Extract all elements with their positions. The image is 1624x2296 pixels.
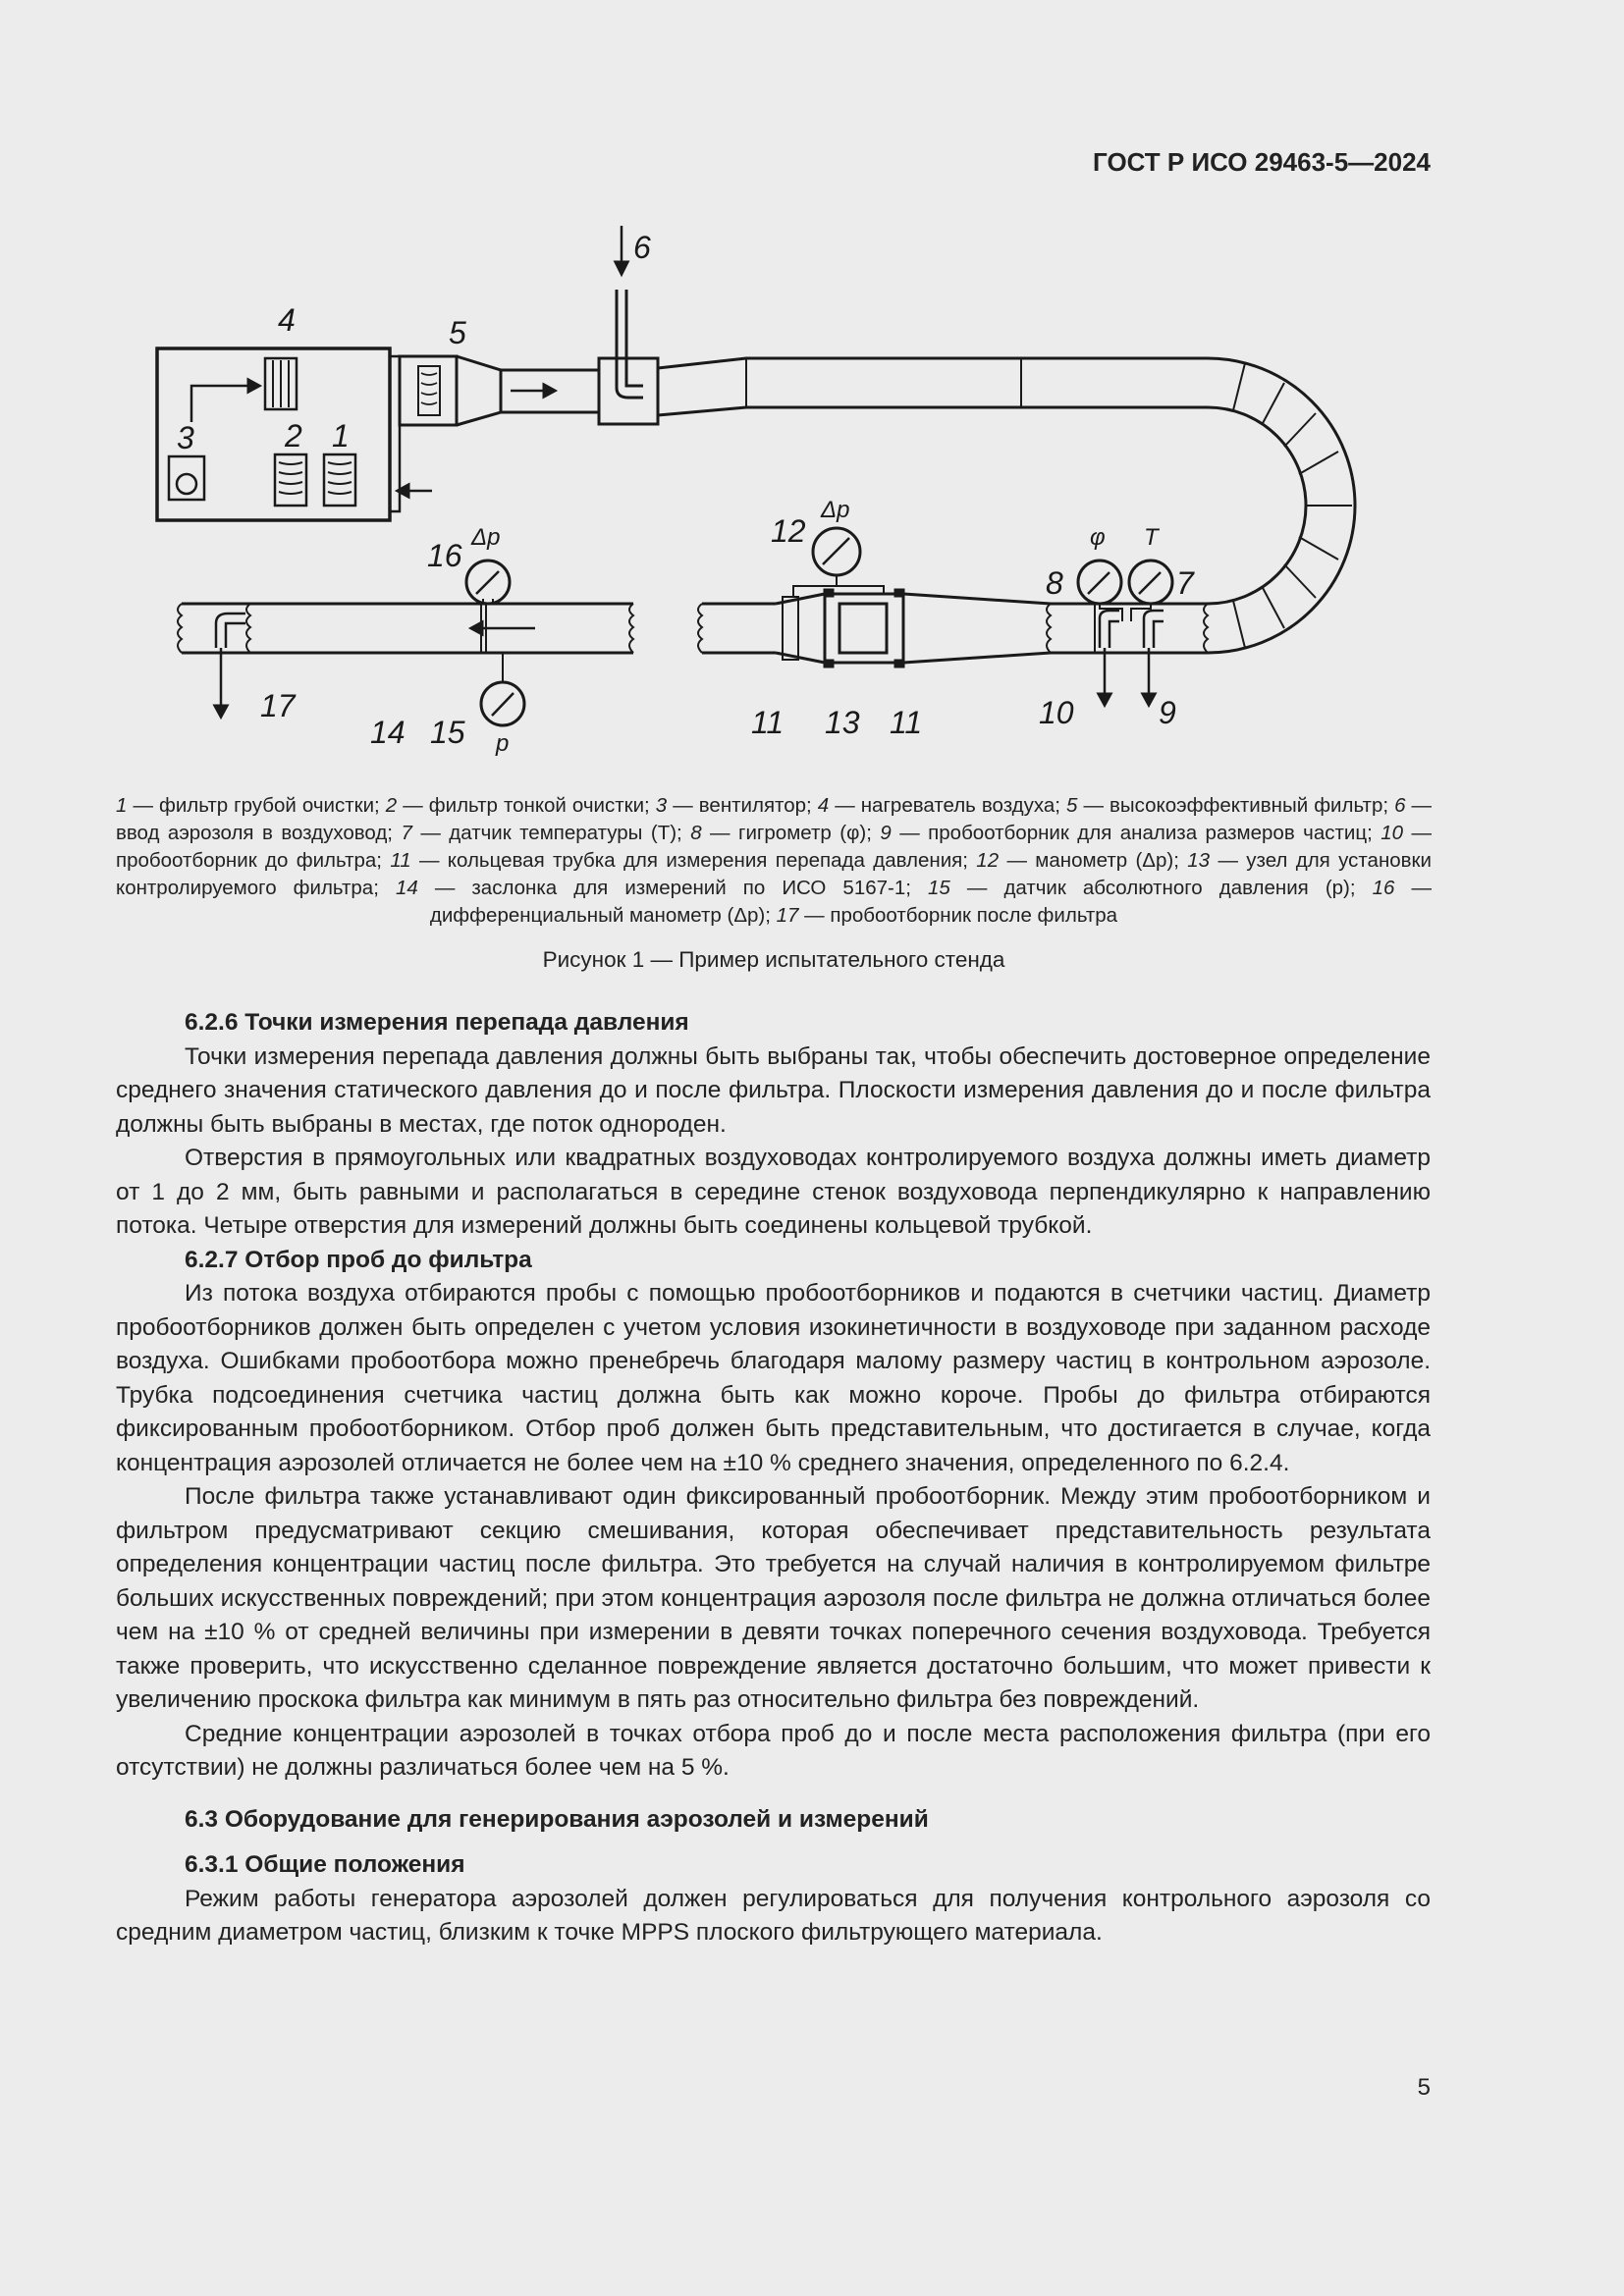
label-12: 12: [771, 513, 806, 549]
figure-legend: 1 — фильтр грубой очистки; 2 — фильтр тонкой очистки; 3 — вентилятор; 4 — нагреватель воздуха; 5 — высокоэффективный фильтр; 6 — ввод аэрозоля в воздуховод; 7 — датчик температуры (T); 8 — гигрометр (φ); 9 — пробоотборник для анализа размеров частиц; 10 — пробоотборник до фильтра; 11 — кольцевая трубка для измерения перепада давления; 12 — манометр (Δp); 13 — узел для установки контролируемого фильтра; 14 — заслонка для измерений по ИСО 5167-1; 15 — датчик абсолютного давления (p); 16 — дифференциальный манометр (Δp); 17 — пробоотборник после фильтра: [116, 794, 1433, 927]
label-7: 7: [1176, 565, 1194, 601]
label-9: 9: [1159, 695, 1176, 730]
label-phi: φ: [1090, 524, 1106, 551]
paragraph: После фильтра также устанавливают один фиксированный пробоотборник. Между этим пробоотборником и фильтром предусматривают секцию смешивания, которая обеспечивает представительность результата определения концентрации частиц после фильтра. Это требуется на случай наличия в контролируемом фильтре больших искусственных повреждений; при этом концентрация аэрозоля после фильтра не должна отличаться более чем на ±10 % от средней величины при измерении в девяти точках поперечного сечения воздуховода. Требуется также проверить, что искусственно сделанное повреждение является достаточно большим, что может привести к увеличению проскока фильтра как минимум в пять раз относительно фильтра без повреждений.: [116, 1483, 1431, 1713]
label-8: 8: [1046, 565, 1063, 601]
label-4: 4: [278, 302, 296, 338]
section-6-3-1-title: 6.3.1 Общие положения: [185, 1851, 465, 1878]
label-dp-12: Δp: [821, 497, 850, 523]
label-11a: 11: [751, 705, 785, 740]
figure-caption: Рисунок 1 — Пример испытательного стенда: [542, 947, 1005, 972]
label-10: 10: [1039, 695, 1074, 730]
section-6-3-title: 6.3 Оборудование для генерирования аэрозолей и измерений: [185, 1805, 929, 1833]
page-number: 5: [1417, 2074, 1431, 2101]
label-1: 1: [332, 418, 350, 454]
paragraph: Режим работы генератора аэрозолей должен регулироваться для получения контрольного аэрозоля со средним диаметром частиц, близким к точке MPPS плоского фильтрующего материала.: [116, 1885, 1431, 1946]
label-p: p: [496, 730, 510, 757]
label-3: 3: [177, 420, 194, 455]
label-14: 14: [370, 715, 406, 750]
duct-bend: [1208, 358, 1355, 653]
label-17: 17: [260, 688, 296, 723]
label-15: 15: [430, 715, 465, 750]
label-11b: 11: [890, 705, 923, 740]
supply-duct: [400, 226, 1208, 425]
paragraph: Средние концентрации аэрозолей в точках отбора проб до и после места расположения фильтра (при его отсутствии) не должны различаться более чем на 5 %.: [116, 1720, 1431, 1781]
filter-housing: [698, 528, 1051, 667]
section-6-2-7-title: 6.2.7 Отбор проб до фильтра: [185, 1246, 532, 1273]
label-5: 5: [449, 315, 466, 350]
label-16: 16: [427, 538, 462, 573]
label-t: T: [1144, 524, 1159, 551]
document-header: ГОСТ Р ИСО 29463-5—2024: [1093, 147, 1431, 177]
paragraph: Отверстия в прямоугольных или квадратных воздуховодах контролируемого воздуха должны иметь диаметр от 1 до 2 мм, быть равными и располагаться в середине стенок воздуховода перпендикулярно к направлению потока. Четыре отверстия для измерений должны быть соединены кольцевой трубкой.: [116, 1145, 1431, 1239]
downstream-section: [178, 561, 633, 725]
label-6: 6: [633, 230, 651, 265]
label-2: 2: [285, 418, 302, 454]
test-rig-diagram: [137, 211, 1404, 780]
document-body: [116, 1006, 1431, 1950]
section-6-2-6-title: 6.2.6 Точки измерения перепада давления: [185, 1009, 689, 1036]
label-dp-16: Δp: [471, 524, 501, 551]
label-13: 13: [825, 705, 860, 740]
paragraph: Точки измерения перепада давления должны быть выбраны так, чтобы обеспечить достоверное определение среднего значения статического давления до и после фильтра. Плоскости измерения давления до и после фильтра должны быть выбраны в местах, где поток однороден.: [116, 1042, 1431, 1138]
paragraph: Из потока воздуха отбираются пробы с помощью пробоотборников и подаются в счетчики частиц. Диаметр пробоотборников должен быть определен с учетом условия изокинетичности в воздуховоде при заданном расходе воздуха. Ошибками пробоотбора можно пренебречь благодаря малому размеру частиц в контрольном аэрозоле. Трубка подсоединения счетчика частиц должна быть как можно короче. Пробы до фильтра отбираются фиксированным пробоотборником. Отбор проб должен быть представительным, что достигается в случае, когда концентрация аэрозолей отличается не более чем на ±10 % среднего значения, определенного по 6.2.4.: [116, 1280, 1431, 1476]
